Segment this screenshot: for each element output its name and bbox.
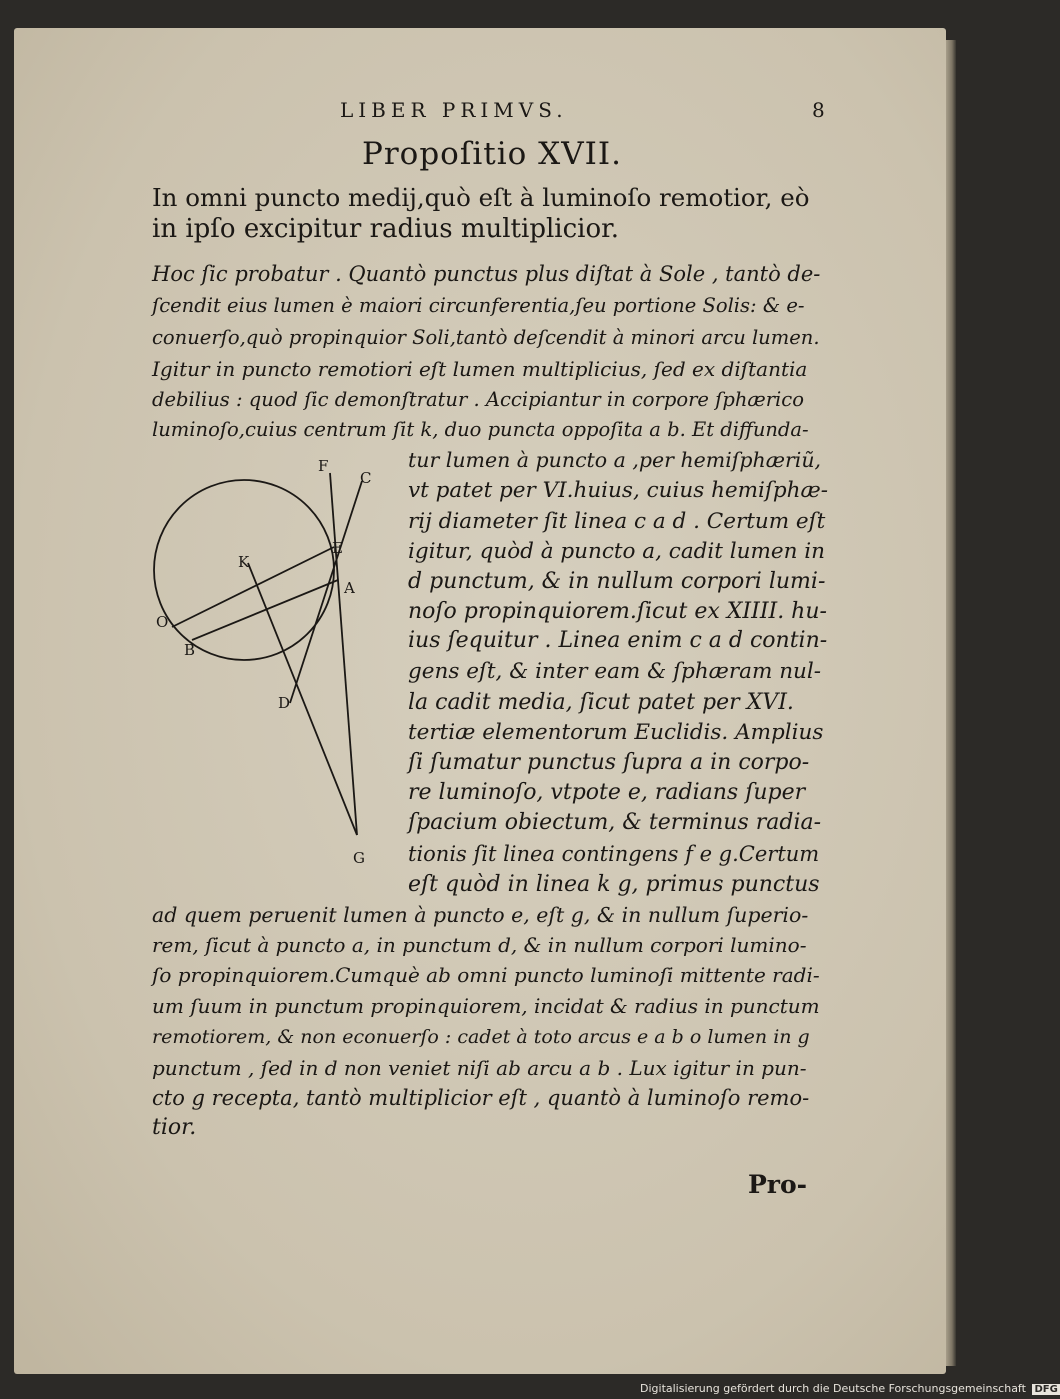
digitization-credit — [640, 1382, 1060, 1395]
body-line: ad quem peruenit lumen à puncto e, eſt g, & in nullum ſuperio- — [152, 903, 809, 927]
dfg-logo-icon: DFG — [1034, 1384, 1058, 1395]
label-o: O — [156, 613, 169, 631]
label-g: G — [353, 849, 365, 867]
label-b: B — [184, 641, 196, 659]
body-line: ius ſequitur . Linea enim c a d contin- — [408, 628, 828, 653]
body-line: eſt quòd in linea k g, primus punctus — [408, 872, 820, 897]
body-line: tertiæ elementorum Euclidis. Amplius — [408, 720, 824, 745]
body-line: ſpacium obiectum, & terminus radia- — [408, 810, 822, 835]
body-line: um ſuum in punctum propinquiorem, incidat & radius in punctum — [152, 994, 820, 1018]
body-line: re luminoſo, vtpote e, radians ſuper — [408, 780, 806, 805]
body-line: ſi ſumatur punctus ſupra a in corpo- — [408, 750, 810, 775]
label-c: C — [360, 469, 372, 487]
body-line: cto g recepta, tantò multiplicior eſt , quantò à luminoſo remo- — [152, 1086, 810, 1110]
label-d: D — [278, 694, 291, 712]
body-line: tior. — [152, 1115, 197, 1140]
enunciation-line: In omni puncto medij,quò eſt à luminoſo remotior, eò — [152, 183, 810, 212]
enunciation-line: in ipſo excipitur radius multiplicior. — [152, 214, 619, 244]
credit-text: Digitalisierung gefördert durch die Deutsche Forschungsgemeinschaft — [640, 1382, 1026, 1395]
body-line: tur lumen à puncto a ,per hemiſphæriũ, — [408, 448, 822, 472]
body-line: rij diameter ſit linea c a d . Certum eſt — [408, 509, 826, 534]
body-line: vt patet per VI.huius, cuius hemiſphæ- — [408, 478, 828, 503]
diameter-ba — [192, 580, 338, 640]
body-line: luminoſo,cuius centrum ſit k, duo puncta oppoſita a b. Et diffunda- — [152, 418, 809, 441]
body-line: conuerſo,quò propinquior Soli,tantò deſcendit à minori arcu lumen. — [152, 326, 820, 349]
body-line: gens eſt, & inter eam & ſphæram nul- — [408, 659, 822, 684]
label-k: K — [238, 553, 250, 571]
proposition-title: Propoſitio XVII. — [362, 136, 622, 172]
body-line: Igitur in puncto remotiori eſt lumen multiplicius, ſed ex diſtantia — [152, 357, 808, 381]
page-number: 8 — [812, 98, 825, 122]
label-a: A — [344, 579, 355, 597]
page-edge — [946, 40, 956, 1366]
body-line: tionis ſit linea contingens f e g.Certum — [408, 842, 820, 866]
label-e: E — [332, 539, 343, 557]
body-line: ſo propinquiorem.Cumquè ab omni puncto luminoſi mittente radi- — [152, 963, 820, 987]
body-line: Hoc ſic probatur . Quantò punctus plus diſtat à Sole , tantò de- — [152, 262, 821, 286]
body-line: rem, ſicut à puncto a, in punctum d, & in nullum corpori lumino- — [152, 933, 807, 957]
body-line: la cadit media, ſicut patet per XVI. — [408, 690, 794, 715]
geometric-figure — [148, 455, 388, 875]
catchword: Pro- — [748, 1170, 808, 1199]
label-f: F — [318, 457, 329, 475]
body-line: ſcendit eius lumen è maiori circunferentia,ſeu portione Solis: & e- — [152, 294, 805, 317]
body-line: noſo propinquiorem.ſicut ex XIIII. hu- — [408, 599, 827, 624]
body-line: debilius : quod ſic demonſtratur . Accipiantur in corpore ſphærico — [152, 388, 804, 411]
body-line: remotiorem, & non econuerſo : cadet à toto arcus e a b o lumen in g — [152, 1026, 810, 1048]
body-line: punctum , ſed in d non veniet niſi ab arcu a b . Lux igitur in pun- — [152, 1056, 807, 1080]
tangent-line-fg — [330, 473, 357, 835]
body-line: d punctum, & in nullum corpori lumi- — [408, 569, 826, 594]
body-line: igitur, quòd à puncto a, cadit lumen in — [408, 539, 826, 564]
running-head: LIBER PRIMVS. — [340, 98, 568, 122]
